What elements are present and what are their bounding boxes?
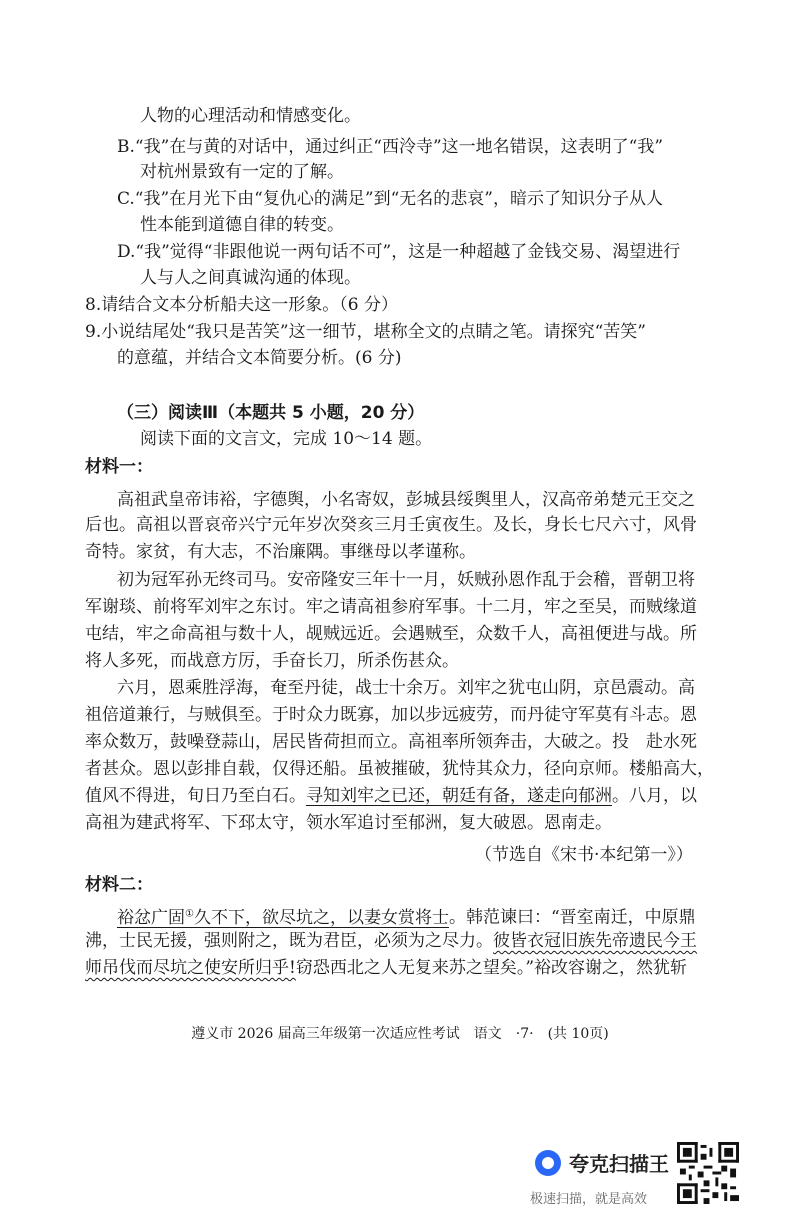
- material-one-title: 材料一：: [85, 457, 153, 477]
- wavy-underlined-sentence: 师吊伐而尽坑之使安所归乎!: [85, 958, 296, 978]
- scanner-watermark: [535, 1148, 669, 1177]
- underlined-sentence: 寻知刘牢之已还，朝廷有备，遂走向郁洲: [306, 786, 612, 806]
- passage-text: 值风不得进，旬日乃至白石。: [85, 786, 306, 806]
- option-b: B.“我”在与黄的对话中，通过纠正“西泠寺”这一地名错误，这表明了“我”: [117, 137, 664, 157]
- underlined-sentence: 裕忿广固①久不下，欲尽坑之，以妻女赏将士: [117, 907, 449, 928]
- wavy-underlined-sentence: 彼皆衣冠旧族先帝遗民今王: [493, 931, 697, 951]
- brand-name: 夸克扫描王: [569, 1152, 669, 1176]
- instruction: 阅读下面的文言文，完成 10～14 题。: [140, 429, 433, 449]
- source-citation: （节选自《宋书·本纪第一》）: [475, 845, 693, 865]
- material-two-title: 材料二：: [85, 875, 153, 895]
- passage-line: 者甚众。恩以彭排自载，仅得还船。虽被摧破，犹恃其众力，径向京师。楼船高大，: [85, 759, 714, 779]
- text-line: 对杭州景致有一定的了解。: [140, 162, 344, 182]
- passage-line: [85, 929, 697, 953]
- text-line: 性本能到道德自律的转变。: [140, 215, 344, 235]
- passage-line: 率众数万，鼓噪登蒜山，居民皆荷担而立。高祖率所领奔击，大破之。投 赴水死: [85, 732, 697, 752]
- quark-logo-icon: [535, 1150, 561, 1176]
- passage-line: 将人多死，而战意方厉，手奋长刀，所杀伤甚众。: [85, 651, 459, 671]
- option-c: C.“我”在月光下由“复仇心的满足”到“无名的悲哀”，暗示了知识分子从人: [117, 189, 663, 209]
- passage-line: 初为冠军孙无终司马。安帝隆安三年十一月，妖贼孙恩作乱于会稽，晋朝卫将: [117, 570, 695, 590]
- passage-text: 沸，士民无援，强则附之，既为君臣，必须为之尽力。: [85, 931, 493, 951]
- passage-line: [117, 902, 696, 930]
- passage-line: [85, 784, 697, 808]
- passage-line: 屯结，牢之命高祖与数十人，觇贼远近。会遇贼至，众数千人，高祖便进与战。所: [85, 624, 697, 644]
- section-heading: （三）阅读Ⅲ（本题共 5 小题，20 分）: [117, 403, 425, 423]
- page-footer: 遵义市 2026 届高三年级第一次适应性考试 语文 ·7· (共 10页): [191, 1026, 609, 1042]
- qr-code-icon: [677, 1142, 739, 1204]
- passage-text: 。八月，以: [612, 786, 697, 806]
- question-8: 8.请结合文本分析船夫这一形象。（6 分）: [85, 295, 398, 315]
- passage-line: 六月，恩乘胜浮海，奄至丹徒，战士十余万。刘牢之犹屯山阴，京邑震动。高: [117, 678, 695, 698]
- passage-line: 高祖武皇帝讳裕，字德舆，小名寄奴，彭城县绥舆里人，汉高帝弟楚元王交之: [117, 490, 695, 510]
- text-line: 人物的心理活动和情感变化。: [140, 106, 361, 126]
- text-line: 的意蕴，并结合文本简要分析。(6 分): [117, 348, 402, 368]
- passage-line: [85, 956, 687, 980]
- text-line: 人与人之间真诚沟通的体现。: [140, 268, 361, 288]
- passage-line: 祖倍道兼行，与贼俱至。于时众力既寡，加以步远疲劳，而丹徒守军莫有斗志。恩: [85, 705, 697, 725]
- passage-text: 窃恐西北之人无复来苏之望矣。”裕改容谢之，然犹斩: [295, 958, 688, 978]
- passage-line: 军谢琰、前将军刘牢之东讨。牢之请高祖参府军事。十二月，牢之至吴，而贼缘道: [85, 597, 697, 617]
- brand-slogan: 极速扫描，就是高效: [530, 1192, 648, 1207]
- passage-line: 奇特。家贫，有大志，不治廉隅。事继母以孝谨称。: [85, 542, 476, 562]
- question-9: 9.小说结尾处“我只是苦笑”这一细节，堪称全文的点睛之笔。请探究“苦笑”: [85, 322, 646, 342]
- option-d: D.“我”觉得“非跟他说一两句话不可”，这是一种超越了金钱交易、渴望进行: [117, 242, 681, 262]
- passage-line: 后也。高祖以晋哀帝兴宁元年岁次癸亥三月壬寅夜生。及长，身长七尺六寸，风骨: [85, 515, 697, 535]
- footnote-marker: ①: [185, 908, 194, 919]
- passage-text: 。韩范谏曰：“晋室南迁，中原鼎: [448, 907, 696, 928]
- passage-line: 高祖为建武将军、下邳太守，领水军追讨至郁洲，复大破恩。恩南走。: [85, 813, 612, 833]
